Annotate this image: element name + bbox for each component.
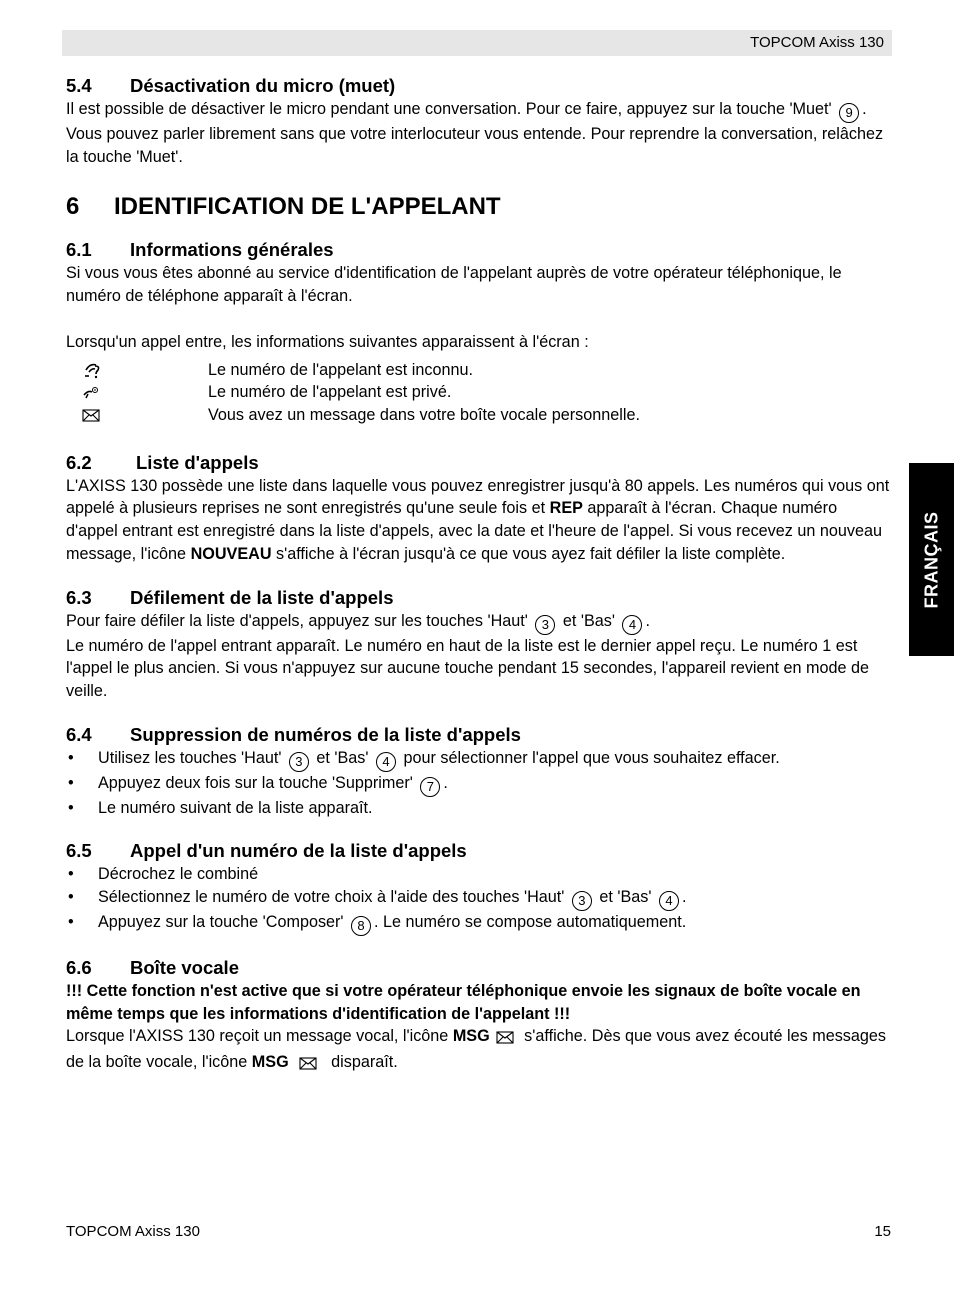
text-run: et 'Bas' <box>562 611 615 630</box>
section-6-3-paragraph-1 <box>66 610 892 635</box>
page-number: 15 <box>874 1223 891 1240</box>
section-number: 6.5 <box>66 840 92 862</box>
footer-title: TOPCOM Axiss 130 <box>66 1223 200 1240</box>
section-6-2-heading <box>66 451 892 475</box>
section-number: 6.6 <box>66 957 92 979</box>
list-item <box>66 797 892 820</box>
section-5-4-heading <box>66 74 892 98</box>
section-6-1-heading <box>66 238 892 262</box>
envelope-icon <box>496 1028 514 1051</box>
text-run: apparaît à l'écran. Chaque numéro d'appel entrant est enregistré dans la liste d'appels, avec la date et l'heure de l'appel. Si vous recevez un nouveau message, l'icône <box>66 499 882 563</box>
section-number: 6.3 <box>66 586 92 608</box>
chapter-number: 6 <box>66 193 80 221</box>
section-6-6-warning <box>66 980 892 1025</box>
section-6-1-paragraph-2: Lorsqu'un appel entre, les informations suivantes apparaissent à l'écran : <box>66 332 589 351</box>
page-content <box>66 74 892 1077</box>
list-item <box>66 359 892 382</box>
text-run: Sélectionnez le numéro de votre choix à l'aide des touches 'Haut' <box>98 888 565 907</box>
section-title: Suppression de numéros de la liste d'appels <box>130 723 521 745</box>
section-6-4-heading <box>66 723 892 747</box>
text-run: et 'Bas' <box>599 888 652 907</box>
chapter-title: IDENTIFICATION DE L'APPELANT <box>114 193 501 221</box>
list-item <box>66 863 892 886</box>
warning-text: !!! Cette fonction n'est active que si votre opérateur téléphonique envoie les signaux de boîte vocale en même temps que les informations d'identification de l'appelant !!! <box>66 982 861 1023</box>
rep-label: REP <box>549 499 583 518</box>
chapter-6-heading <box>66 192 892 222</box>
section-title: Liste d'appels <box>136 451 259 473</box>
list-item <box>66 772 892 797</box>
list-item <box>66 747 892 772</box>
section-6-5-list <box>66 863 892 936</box>
text-run: disparaît. <box>326 1053 398 1072</box>
text-run: Utilisez les touches 'Haut' <box>98 748 282 767</box>
text-run: . <box>443 773 448 792</box>
section-6-4-list <box>66 747 892 820</box>
text-run: Appuyez deux fois sur la touche 'Supprimer' <box>98 773 413 792</box>
key-4-icon: 4 <box>622 615 642 635</box>
icon-description: Vous avez un message dans votre boîte vocale personnelle. <box>208 405 640 424</box>
list-item <box>66 886 892 911</box>
text-run: Décrochez le combiné <box>98 865 259 884</box>
section-title: Désactivation du micro (muet) <box>130 75 396 96</box>
text-run: . Vous pouvez parler librement sans que votre interlocuteur vous entende. Pour reprendre la conversation, relâchez la touche 'Muet'. <box>66 100 884 166</box>
section-number: 6.2 <box>66 451 92 473</box>
section-number: 6.4 <box>66 723 92 745</box>
section-title: Appel d'un numéro de la liste d'appels <box>130 840 467 862</box>
text-run: s'affiche. Dès que vous avez écouté les messages de la boîte vocale, l'icône <box>66 1027 887 1072</box>
key-8-icon: 8 <box>351 916 371 936</box>
msg-label: MSG <box>452 1027 490 1046</box>
key-3-icon: 3 <box>289 752 309 772</box>
list-item <box>66 382 892 405</box>
section-6-6-heading <box>66 956 892 980</box>
text-run: Il est possible de désactiver le micro pendant une conversation. Pour ce faire, appuyez sur la touche 'Muet' <box>66 100 832 118</box>
section-5-4-paragraph <box>66 98 892 168</box>
text-run: L'AXISS 130 possède une liste dans laquelle vous pouvez enregistrer jusqu'à 80 appels. Les numéros qui vous ont appelé à plusieurs reprises ne sont enregistrés qu'une seule fois et <box>66 476 890 518</box>
text-run: . <box>645 611 650 630</box>
section-title: Défilement de la liste d'appels <box>130 586 394 608</box>
section-title: Informations générales <box>130 239 334 261</box>
section-6-5-heading <box>66 839 892 863</box>
list-item <box>66 911 892 936</box>
key-4-icon: 4 <box>376 752 396 772</box>
key-4-icon: 4 <box>659 891 679 911</box>
key-9-icon: 9 <box>839 103 859 123</box>
key-3-icon: 3 <box>572 891 592 911</box>
text-run: Appuyez sur la touche 'Composer' <box>98 913 344 932</box>
private-caller-icon <box>66 386 208 400</box>
section-number: 6.1 <box>66 239 92 261</box>
envelope-icon <box>66 409 208 422</box>
list-item <box>66 404 892 427</box>
section-6-3-paragraph-2: Le numéro de l'appel entrant apparaît. Le numéro en haut de la liste est le dernier appel reçu. Le numéro 1 est l'appel le plus ancien. Si vous n'appuyez sur aucune touche pendant 15 secondes, l'appareil revient en mode de veille. <box>66 636 870 700</box>
section-6-2-paragraph <box>66 475 892 566</box>
header-title: TOPCOM Axiss 130 <box>750 34 884 51</box>
text-run: Le numéro suivant de la liste apparaît. <box>98 798 373 817</box>
text-run: . <box>681 888 687 907</box>
key-3-icon: 3 <box>535 615 555 635</box>
msg-label: MSG <box>251 1053 289 1072</box>
text-run: et 'Bas' <box>316 748 369 767</box>
language-tab <box>909 463 954 656</box>
section-title: Boîte vocale <box>130 957 239 979</box>
text-run: Lorsque l'AXISS 130 reçoit un message vocal, l'icône <box>66 1027 453 1046</box>
text-run: Pour faire défiler la liste d'appels, appuyez sur les touches 'Haut' <box>66 611 528 630</box>
unknown-caller-icon <box>66 361 208 379</box>
section-number: 5.4 <box>66 75 92 96</box>
nouveau-label: NOUVEAU <box>190 544 272 563</box>
envelope-icon <box>299 1054 317 1077</box>
text-run: pour sélectionner l'appel que vous souhaitez effacer. <box>403 748 780 767</box>
icon-description: Le numéro de l'appelant est privé. <box>208 383 452 402</box>
language-tab-label: FRANÇAIS <box>921 511 941 608</box>
section-6-1-paragraph-1: Si vous vous êtes abonné au service d'identification de l'appelant auprès de votre opérateur téléphonique, le numéro de téléphone apparaît à l'écran. <box>66 264 842 306</box>
section-6-6-paragraph <box>66 1025 892 1076</box>
header-bar <box>62 30 892 56</box>
text-run: s'affiche à l'écran jusqu'à ce que vous ayez fait défiler la liste complète. <box>271 544 786 563</box>
section-6-3-heading <box>66 586 892 610</box>
text-run: . Le numéro se compose automatiquement. <box>374 913 687 932</box>
caller-icon-list <box>66 359 892 427</box>
icon-description: Le numéro de l'appelant est inconnu. <box>208 360 473 379</box>
key-7-icon: 7 <box>420 777 440 797</box>
